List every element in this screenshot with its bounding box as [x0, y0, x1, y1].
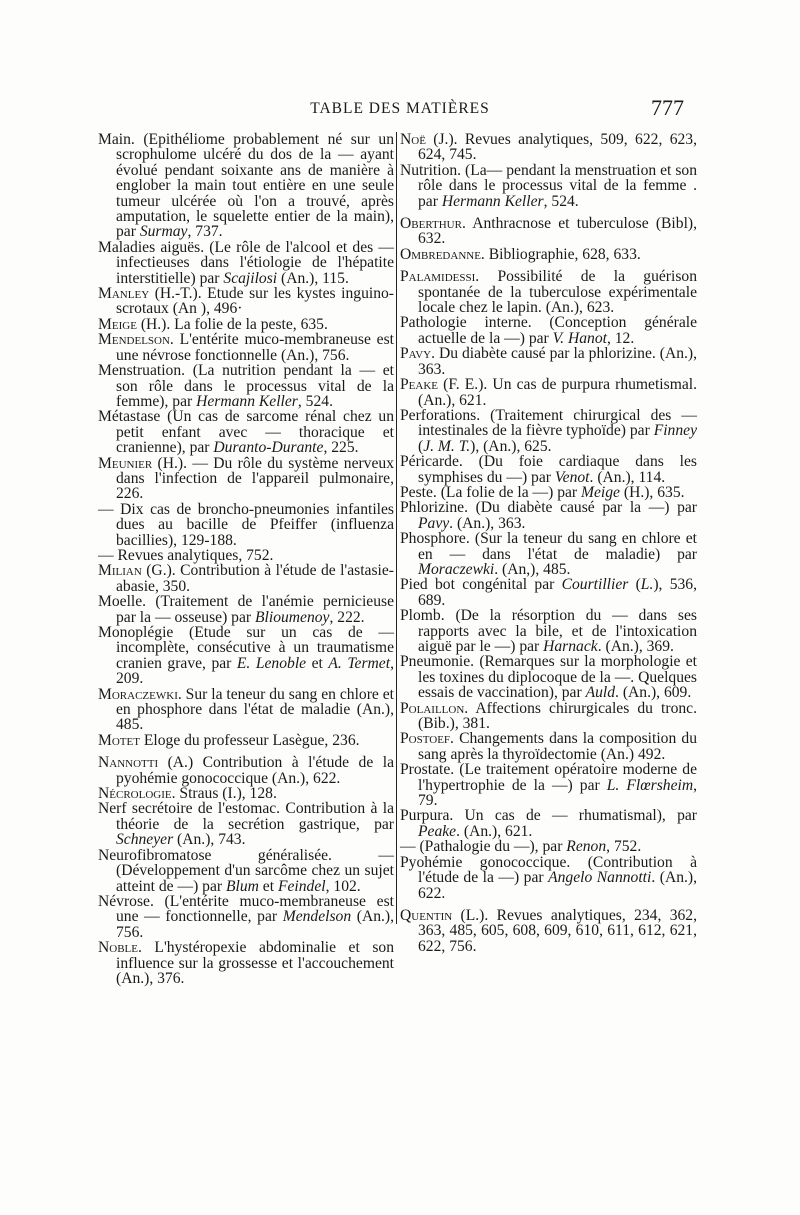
index-entry: Noë (J.). Revues analytiques, 509, 622, 623, 624, 745. [400, 131, 697, 164]
index-entry: Meunier (H.). — Du rôle du système nerveux dans l'infection de l'appareil pulmonaire, 226. [98, 454, 394, 503]
index-entry: Phlorizine. (Du diabète causé par la —) par Pavy. (An.), 363. [400, 499, 697, 532]
index-entry: Menstruation. (La nutrition pendant la — et son rôle dans le processus vital de la femme), par Hermann Keller, 524. [98, 362, 394, 410]
column-divider [396, 132, 397, 924]
index-entry: Mendelson. L'entérite muco-membraneuse est une névrose fonctionnelle (An.), 756. [98, 331, 394, 364]
index-entry: Manley (H.-T.). Etude sur les kystes inguino-scrotaux (An ), 496· [98, 285, 394, 318]
index-entry: Main. (Epithéliome probablement né sur un scrophulome ulcéré du dos de la — ayant évolué pendant soixante ans de manière à englober la main tout entière en une seule tumeur ulcérée où l'on a trouvé, après amputation, le squelette entier de la main), par Surmay, 737. [98, 131, 394, 241]
index-entry: Perforations. (Traitement chirurgical des — intestinales de la fièvre typhoïde) par Finney (J. M. T.), (An.), 625. [400, 406, 697, 455]
running-header: TABLE DES MATIÈRES [310, 100, 490, 117]
index-entry: — Revues analytiques, 752. [98, 546, 274, 564]
index-entry: Péricarde. (Du foie cardiaque dans les symphises du —) par Venot. (An.), 114. [400, 453, 697, 486]
index-entry: Purpura. Un cas de — rhumatismal), par Peake. (An.), 621. [400, 807, 697, 840]
index-entry: Oberthur. Anthracnose et tuberculose (Bibl), 632. [400, 215, 697, 248]
index-entry: Polaillon. Affections chirurgicales du tronc. (Bib.), 381. [400, 699, 697, 733]
index-entry: Neurofibromatose généralisée. — (Développement d'un sarcôme chez un sujet atteint de —) par Blum et Feindel, 102. [98, 846, 394, 895]
index-entry: Noble. L'hystéropexie abdominalie et son influence sur la grossesse et l'accouchement (An.), 376. [98, 939, 394, 987]
index-entry: Palamidessi. Possibilité de la guérison spontanée de la tuberculose expérimentale locale chez le lapin. (An.), 623. [400, 268, 697, 317]
index-entry: Nécrologie. Straus (I.), 128. [98, 785, 277, 803]
index-entry: Moraczewki. Sur la teneur du sang en chlore et en phosphore dans l'état de maladie (An.), 485. [98, 685, 394, 734]
index-entry: Pied bot congénital par Courtillier (L.), 536, 689. [400, 576, 698, 609]
index-entry: Nutrition. (La— pendant la menstruation et son rôle dans le processus vital de la femme . par Hermann Keller, 524. [400, 161, 697, 210]
index-entry: Peste. (La folie de la —) par Meige (H.), 635. [400, 483, 685, 501]
index-entry: — (Pathalogie du —), par Renon, 752. [400, 838, 642, 856]
index-entry: Pyohémie gonococcique. (Contribution à l'étude de la —) par Angelo Nannotti. (An.), 622. [400, 853, 697, 902]
index-entry: Pathologie interne. (Conception générale actuelle de la —) par V. Hanot, 12. [400, 314, 697, 347]
index-entry: — Dix cas de broncho-pneumonies infantiles dues au bacille de Pfeiffer (influenza bacillies), 129-188. [98, 500, 394, 549]
index-entry: Postoef. Changements dans la composition du sang après la thyroïdectomie (An.) 492. [400, 730, 697, 763]
index-entry: Prostate. (Le traitement opératoire moderne de l'hypertrophie de la —) par L. Flœrsheim, 79. [400, 761, 697, 810]
index-entry: Pavy. Du diabète causé par la phlorizine. (An.), 363. [400, 345, 697, 378]
index-entry: Peake (F. E.). Un cas de purpura rhumetismal. (An.), 621. [400, 376, 697, 409]
index-entry: Meige (H.). La folie de la peste, 635. [98, 315, 328, 333]
index-entry: Névrose. (L'entérite muco-membraneuse est une — fonctionnelle, par Mendelson (An.), 756. [98, 892, 394, 941]
index-entry: Pneumonie. (Remarques sur la morphologie et les toxines du diplocoque de la —. Quelques essais de vaccination), par Auld. (An.), 609. [400, 653, 697, 702]
index-entry: Milian (G.). Contribution à l'étude de l'astasie-abasie, 350. [98, 562, 394, 595]
index-entry: Ombredanne. Bibliographie, 628, 633. [400, 245, 641, 263]
index-entry: Plomb. (De la résorption du — dans ses rapports avec la bile, et de l'intoxication aiguë par le —) par Harnack. (An.), 369. [400, 607, 697, 655]
index-entry: Monoplégie (Etude sur un cas de — incomplète, consécutive à un traumatisme cranien grave, par E. Lenoble et A. Termet, 209. [98, 624, 394, 688]
index-entry: Phosphore. (Sur la teneur du sang en chlore et en — dans l'état de maladie) par Moraczewki. (An,), 485. [400, 530, 697, 578]
index-entry: Nerf secrétoire de l'estomac. Contribution à la théorie de la secrétion gastrique, par Schneyer (An.), 743. [98, 800, 394, 849]
index-entry: Nannotti (A.) Contribution à l'étude de la pyohémie gonococcique (An.), 622. [98, 754, 394, 787]
index-entry: Motet Eloge du professeur Lasègue, 236. [98, 731, 360, 749]
right-column [400, 132, 697, 954]
index-entry: Moelle. (Traitement de l'anémie pernicieuse par la — osseuse) par Blioumenoy, 222. [98, 593, 394, 626]
page-number: 777 [651, 95, 684, 120]
index-entry: Quentin (L.). Revues analytiques, 234, 362, 363, 485, 605, 608, 609, 610, 611, 612, 621, 622, 756. [400, 906, 697, 955]
index-entry: Métastase (Un cas de sarcome rénal chez un petit enfant avec — thoracique et cranienne), par Duranto-Durante, 225. [98, 408, 394, 457]
index-entry: Maladies aiguës. (Le rôle de l'alcool et des — infectieuses dans l'étiologie de l'hépatite interstitielle) par Scajilosi (An.), 115. [98, 238, 394, 287]
left-column [98, 132, 394, 986]
